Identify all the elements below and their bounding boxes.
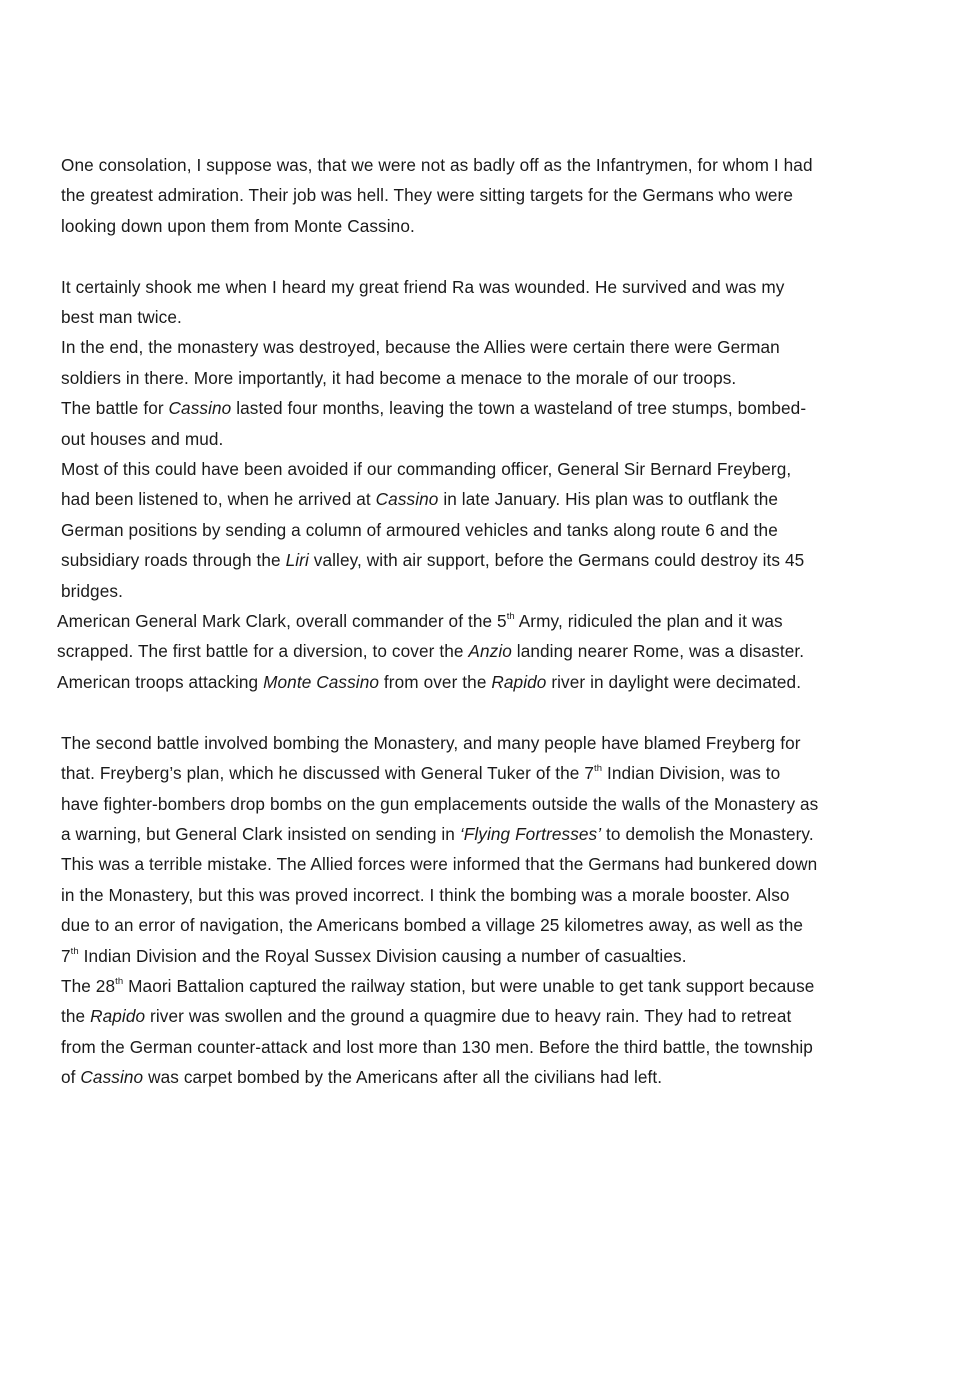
text-run: was carpet bombed by the Americans after all the civilians had left.: [143, 1067, 663, 1088]
italic-aircraft-name: ‘Flying Fortresses’: [459, 823, 602, 844]
paragraph-gap: [61, 241, 821, 271]
text-run: Indian Division, was to have fighter-bombers drop bombs on the gun emplacements outside the walls of the Monastery as a warning, but General Clark insisted on sending in: [61, 763, 819, 844]
text-run: One consolation, I suppose was, that we were not as badly off as the Infantrymen, for whom I had the greatest admiration. Their job was hell. They were sitting targets for the Germans who were looking down upon them from Monte Cassino.: [61, 155, 813, 236]
paragraph-infantrymen: [61, 150, 821, 241]
italic-place-name: Liri: [285, 550, 309, 571]
text-run: lasted four months, leaving the town a wasteland of tree stumps, bombed-out houses and mud.: [61, 398, 807, 449]
text-run: valley, with air support, before the Germans could destroy its 45 bridges.: [61, 550, 805, 601]
ordinal-suffix: th: [115, 976, 124, 988]
text-run: The second battle involved bombing the Monastery, and many people have blamed Freyberg for that. Freyberg’s plan, which he discussed with General Tuker of the 7: [61, 732, 801, 784]
text-run: landing nearer Rome, was a disaster. American troops attacking: [57, 641, 805, 692]
paragraph-battle-duration: [61, 393, 821, 454]
text-run: Army, ridiculed the plan and it was scrapped. The first battle for a diversion, to cover the: [57, 611, 783, 662]
ordinal-suffix: th: [70, 945, 79, 957]
text-run: It certainly shook me when I heard my great friend Ra was wounded. He survived and was my best man twice.: [61, 276, 785, 328]
italic-place-name: Monte Cassino: [263, 671, 380, 692]
italic-place-name: Cassino: [375, 489, 439, 510]
italic-place-name: Anzio: [468, 641, 512, 662]
text-run: river in daylight were decimated.: [546, 671, 802, 692]
paragraph-mark-clark: [57, 606, 821, 697]
text-run: Maori Battalion captured the railway station, but were unable to get tank support because the: [61, 975, 815, 1027]
text-run: American General Mark Clark, overall commander of the 5: [57, 611, 507, 632]
italic-place-name: Cassino: [80, 1067, 144, 1088]
text-run: In the end, the monastery was destroyed, because the Allies were certain there were German soldiers in there. More importantly, it had become a menace to the morale of our troops.: [61, 337, 780, 388]
ordinal-suffix: th: [506, 611, 515, 623]
text-run: in late January. His plan was to outflank the German positions by sending a column of armoured vehicles and tanks along route 6 and the subsidiary roads through the: [61, 489, 779, 571]
paragraph-maori-battalion: [61, 971, 821, 1093]
italic-place-name: Rapido: [491, 671, 547, 692]
ordinal-suffix: th: [594, 763, 603, 775]
text-run: to demolish the Monastery. This was a terrible mistake. The Allied forces were informed that the Germans had bunkered down in the Monastery, but this was proved incorrect. I think the bombing was a morale booster. Also due to an error of navigation, the Americans bombed a village 25 kilometres away, as well as the 7: [61, 823, 818, 966]
paragraph-gap: [61, 697, 821, 727]
italic-place-name: Cassino: [168, 398, 232, 419]
text-run: Indian Division and the Royal Sussex Division causing a number of casualties.: [78, 945, 687, 966]
paragraph-friend-ra: [61, 272, 821, 333]
paragraph-second-battle: [61, 728, 821, 971]
text-run: from over the: [379, 671, 492, 692]
italic-place-name: Rapido: [90, 1006, 146, 1027]
text-run: Most of this could have been avoided if our commanding officer, General Sir Bernard Freyberg, had been listened to, when he arrived at: [61, 459, 792, 510]
document-body: [57, 150, 821, 1093]
paragraph-monastery-destroyed: [61, 332, 821, 393]
paragraph-freyberg-plan: [61, 454, 821, 606]
text-run: The 28: [61, 975, 116, 996]
text-run: The battle for: [61, 398, 169, 419]
text-run: river was swollen and the ground a quagmire due to heavy rain. They had to retreat from the German counter-attack and lost more than 130 men. Before the third battle, the township of: [61, 1006, 813, 1088]
